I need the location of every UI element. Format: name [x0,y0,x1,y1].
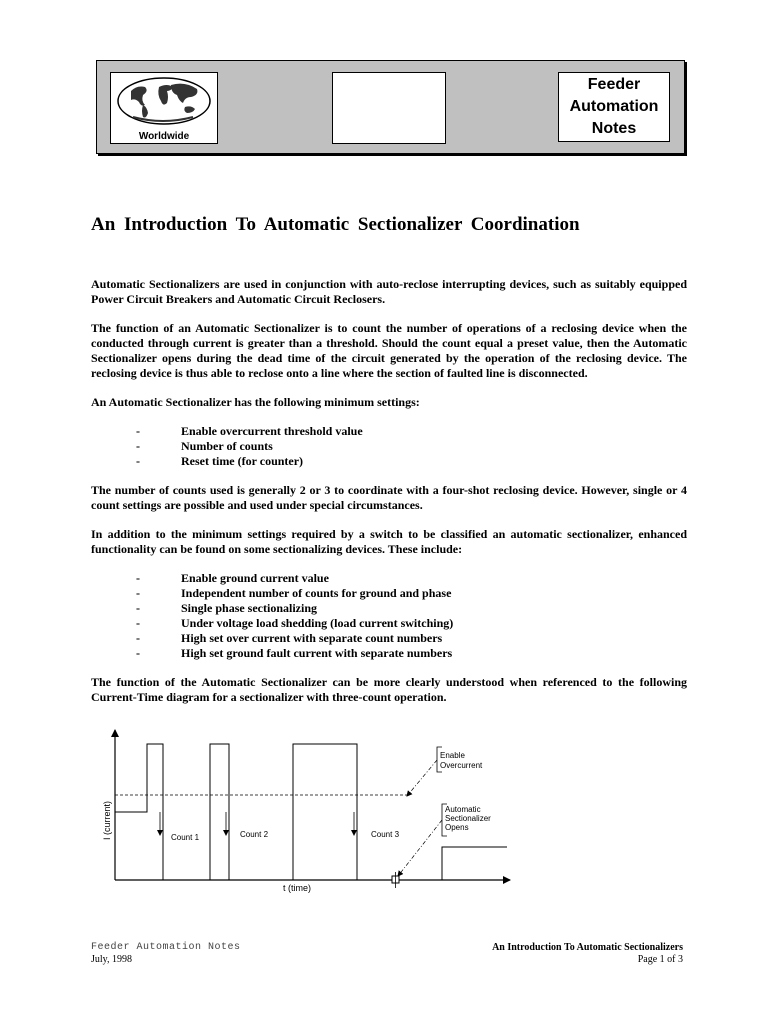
list-item-text: Number of counts [181,439,273,453]
paragraph: An Automatic Sectionalizer has the following minimum settings: [91,395,420,409]
opens-pointer [398,820,442,876]
logo-caption: Worldwide [138,131,190,142]
list-item-text: Enable ground current value [181,571,329,585]
list-item-text: Reset time (for counter) [181,454,304,468]
paragraph: The number of counts used is generally 2 or 3 to coordinate with a four-shot reclosing device. However, single or 4 count settings are possible and used under special circumstances. [91,483,687,512]
list-item-text: Enable overcurrent threshold value [181,424,363,438]
list-item-text: High set ground fault current with separate numbers [181,646,453,660]
current-time-diagram [100,722,520,902]
list-dash: - [136,439,140,453]
header-title-line: Automation [569,98,659,115]
list-dash: - [136,631,140,645]
enable-pointer [407,760,437,796]
count-3-label: Count 3 [371,830,400,839]
list-item [91,616,687,631]
header-title-box [558,72,670,142]
list-dash: - [136,601,140,615]
list-item [91,631,687,646]
footer-right [492,942,683,966]
page-number: Page 1 of 3 [637,954,683,965]
list-item [91,646,687,661]
footer-left [91,942,241,966]
paragraph: Automatic Sectionalizers are used in conjunction with auto-reclose interrupting devices, such as suitably equipped Power Circuit Breakers and Automatic Circuit Reclosers. [91,277,687,306]
list-item-text: Independent number of counts for ground and phase [181,586,452,600]
list-dash: - [136,571,140,585]
list-item-text: Under voltage load shedding (load current switching) [181,616,454,630]
enable-overcurrent-label-line: Overcurrent [440,761,483,770]
footer-date: July, 1998 [91,954,133,965]
list-item [91,439,687,454]
list-item-text: Single phase sectionalizing [181,601,318,615]
enhanced-features-list [91,571,687,661]
paragraph: The function of an Automatic Sectionalizer is to count the number of operations of a reclosing device when the conducted through current is greater than a threshold. Should the count equal a preset value, then the Automatic Sectionalizer opens during the dead time of the circuit generated by the operation of the reclosing device. The reclosing device is thus able to reclose onto a line where the section of faulted line is disconnected. [91,321,687,380]
paragraph: The function of the Automatic Sectionalizer can be more clearly understood when referenced to the following Current-Time diagram for a sectionalizer with three-count operation. [91,675,687,704]
count-2-label: Count 2 [240,830,269,839]
list-dash: - [136,454,140,468]
opens-label-line: Sectionalizer [445,814,491,823]
world-map-icon [111,73,217,129]
footer-doc-title: An Introduction To Automatic Sectionalizers [492,942,683,953]
header-blank-box [332,72,446,144]
list-item [91,601,687,616]
list-item [91,454,687,469]
list-dash: - [136,424,140,438]
list-dash: - [136,616,140,630]
min-settings-list [91,424,687,469]
list-item [91,571,687,586]
worldwide-logo [110,72,218,144]
paragraph: In addition to the minimum settings required by a switch to be classified an automatic sectionalizer, enhanced functionality can be found on some sectionalizing devices. These include: [91,527,687,556]
enable-overcurrent-label-line: Enable [440,751,465,760]
document-body [91,277,687,719]
count-1-label: Count 1 [171,833,200,842]
document-title: An Introduction To Automatic Sectionalizer Coordination [91,214,580,235]
list-item-text: High set over current with separate count numbers [181,631,443,645]
y-axis-label: I (current) [102,800,112,840]
list-dash: - [136,586,140,600]
header-title-line: Notes [591,120,637,137]
footer-publication: Feeder Automation Notes [91,942,241,953]
list-item [91,424,687,439]
header-title-line: Feeder [587,76,641,93]
list-dash: - [136,646,140,660]
opens-label-line: Automatic [445,805,481,814]
opens-label-line: Opens [445,823,469,832]
list-item [91,586,687,601]
x-axis-label: t (time) [283,883,311,893]
